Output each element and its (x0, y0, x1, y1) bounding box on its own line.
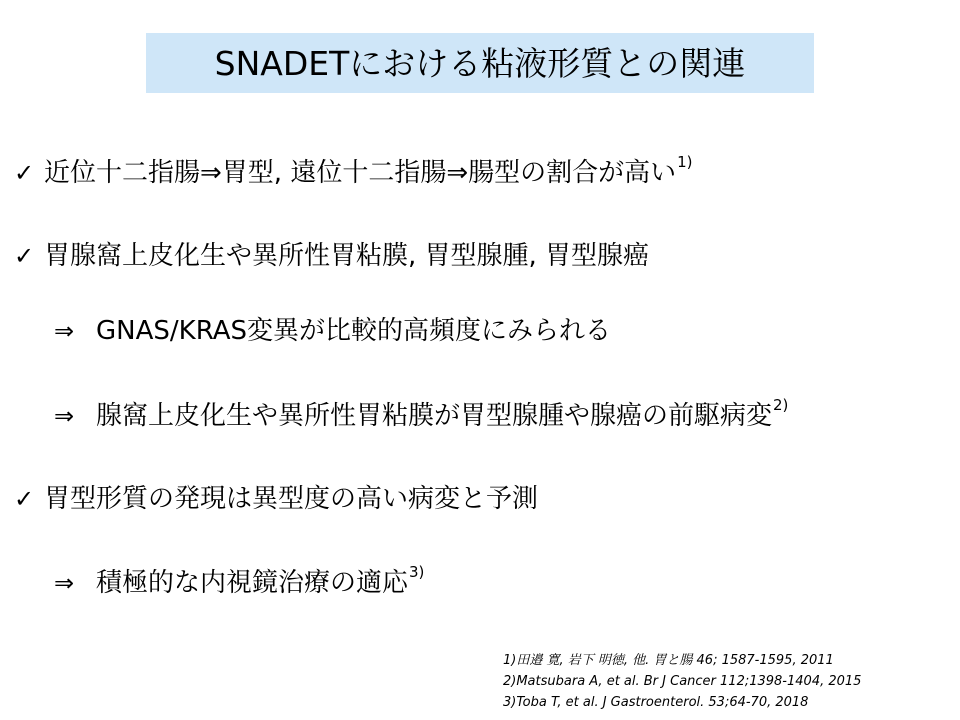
bullet-1 (14, 153, 693, 188)
bullet-1-text: 近位十二指腸⇒胃型, 遠位十二指腸⇒腸型の割合が高い (44, 158, 677, 188)
bullet-3 (14, 486, 538, 512)
sub-bullet-2 (54, 396, 789, 431)
sub-bullet-1-text: GNAS/KRAS変異が比較的高頻度にみられる (96, 316, 611, 346)
implies-arrow-icon: ⇒ (54, 569, 75, 597)
sub-bullet-2-text: 腺窩上皮化生や異所性胃粘膜が胃型腺腫や腺癌の前駆病変 (96, 401, 773, 431)
bullet-2 (14, 243, 649, 269)
reference-1: 1)田邉 寛, 岩下 明徳, 他. 胃と腸 46; 1587-1595, 2011 (503, 653, 834, 668)
implies-arrow-icon: ⇒ (54, 402, 75, 430)
checkmark-icon: ✓ (14, 242, 35, 270)
implies-arrow-icon: ⇒ (54, 317, 75, 345)
sub-bullet-3 (54, 563, 425, 598)
sub-bullet-2-citation: 2) (773, 396, 789, 414)
references (503, 650, 861, 713)
checkmark-icon: ✓ (14, 159, 35, 187)
bullet-1-citation: 1) (677, 153, 693, 171)
bullet-2-text: 胃腺窩上皮化生や異所性胃粘膜, 胃型腺腫, 胃型腺癌 (44, 241, 650, 271)
sub-bullet-3-text: 積極的な内視鏡治療の適応 (96, 568, 409, 598)
reference-2: 2)Matsubara A, et al. Br J Cancer 112;1398-1404, 2015 (503, 674, 862, 689)
checkmark-icon: ✓ (14, 485, 35, 513)
slide-title: SNADETにおける粘液形質との関連 (214, 43, 746, 83)
sub-bullet-3-citation: 3) (409, 563, 425, 581)
bullet-3-text: 胃型形質の発現は異型度の高い病変と予測 (44, 484, 539, 514)
title-banner (146, 33, 814, 93)
reference-3: 3)Toba T, et al. J Gastroenterol. 53;64-70, 2018 (503, 695, 809, 710)
sub-bullet-1 (54, 318, 611, 344)
